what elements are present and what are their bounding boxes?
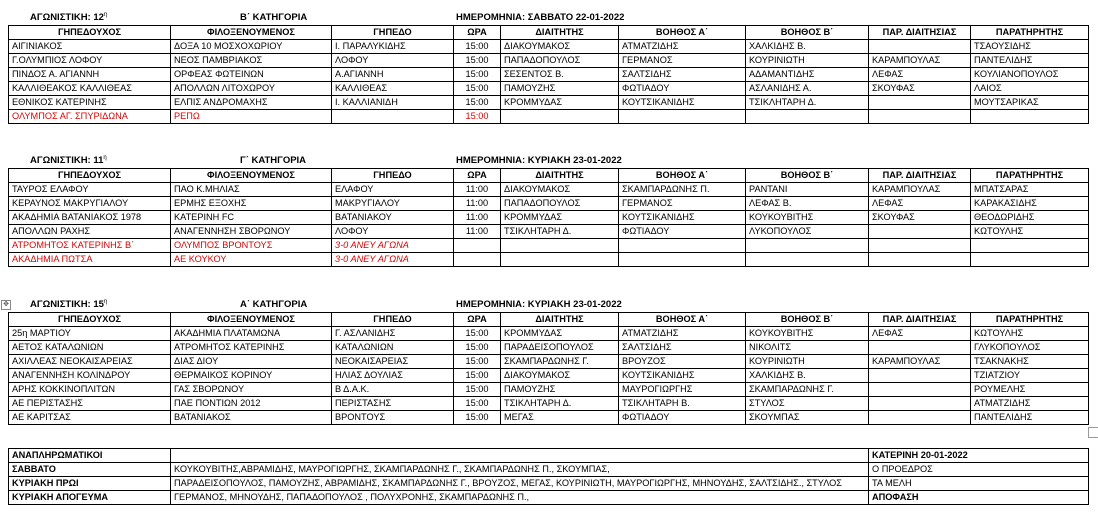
table-cell: ΜΠΑΤΣΑΡΑΣ (971, 183, 1089, 197)
column-header: ΓΗΠΕΔΟ (332, 313, 454, 327)
table-cell: Α.ΑΓΙΑΝΝΗ (332, 68, 454, 82)
table-cell: 15:00 (454, 110, 501, 124)
table-cell: ΔΙΑΚΟΥΜΑΚΟΣ (501, 40, 619, 54)
table-cell: ΓΑΣ ΣΒΟΡΩΝΟΥ (171, 383, 332, 397)
table-row (9, 183, 1089, 197)
table-row (9, 96, 1089, 110)
table-cell: ΣΑΛΤΣΙΔΗΣ (619, 341, 746, 355)
table-cell: ΣΚΟΥΦΑΣ (869, 211, 971, 225)
table-cell: Β Δ.Α.Κ. (332, 383, 454, 397)
table-cell: ΛΕΦΑΣ (869, 197, 971, 211)
table-cell: ΑΠΟΛΛΩΝ ΡΑΧΗΣ (9, 225, 171, 239)
column-header: ΒΟΗΘΟΣ Β΄ (746, 169, 869, 183)
table-cell: ΓΕΡΜΑΝΟΣ (619, 197, 746, 211)
table-cell: ΚΡΟΜΜΥΔΑΣ (501, 327, 619, 341)
column-header: ΠΑΡΑΤΗΡΗΤΗΣ (971, 313, 1089, 327)
table-cell: ΟΛΥΜΠΟΣ ΒΡΟΝΤΟΥΣ (171, 239, 332, 253)
section-title-bar (8, 298, 1088, 312)
table-cell: ΒΑΤΑΝΙΑΚΟΣ (171, 411, 332, 425)
table-cell: ΤΣΑΚΝΑΚΗΣ (971, 355, 1089, 369)
table-row (9, 397, 1089, 411)
table-cell (501, 110, 619, 124)
fixtures-table (8, 312, 1089, 425)
table-cell (454, 253, 501, 267)
table-cell: ΑΚΑΔΗΜΙΑ ΒΑΤΑΝΙΑΚΟΣ 1978 (9, 211, 171, 225)
substitutes-row (9, 449, 1089, 463)
table-cell: ΛΕΦΑΣ (869, 327, 971, 341)
table-cell: ΚΟΥΛΙΑΝΟΠΟΥΛΟΣ (971, 68, 1089, 82)
table-cell: ΠΑΠΑΔΟΠΟΥΛΟΣ (501, 197, 619, 211)
signature-cell: ΑΠΟΦΑΣΗ (869, 491, 1089, 505)
table-cell (869, 110, 971, 124)
table-cell (746, 110, 869, 124)
table-cell: ΑΡΗΣ ΚΟΚΚΙΝΟΠΛΙΤΩΝ (9, 383, 171, 397)
table-cell: ΝΕΟΣ ΠΑΜΒΡΙΑΚΟΣ (171, 54, 332, 68)
table-cell: ΚΑΡΑΜΠΟΥΛΑΣ (869, 54, 971, 68)
table-cell: ΚΕΡΑΥΝΟΣ ΜΑΚΡΥΓΙΑΛΟΥ (9, 197, 171, 211)
table-cell: ΔΟΞΑ 10 ΜΟΣΧΟΧΩΡΙΟΥ (171, 40, 332, 54)
table-row (9, 355, 1089, 369)
table-cell: ΑΠΟΛΛΩΝ ΛΙΤΟΧΩΡΟΥ (171, 82, 332, 96)
table-cell: ΕΡΜΗΣ ΕΞΟΧΗΣ (171, 197, 332, 211)
signature-cell: Ο ΠΡΟΕΔΡΟΣ (869, 463, 1089, 477)
table-cell: 15:00 (454, 355, 501, 369)
table-cell: ΚΑΡΑΜΠΟΥΛΑΣ (869, 183, 971, 197)
table-cell: ΓΕΡΜΑΝΟΣ (619, 54, 746, 68)
table-cell (971, 253, 1089, 267)
table-cell: ΠΑΝΤΕΛΙΔΗΣ (971, 411, 1089, 425)
substitutes-row (9, 477, 1089, 491)
table-cell (869, 397, 971, 411)
table-cell: ΑΔΑΜΑΝΤΙΔΗΣ (746, 68, 869, 82)
table-cell: ΠΑΜΟΥΖΗΣ (501, 383, 619, 397)
table-cell: ΚΑΛΛΙΘΕΑΣ (332, 82, 454, 96)
table-cell: ΚΡΟΜΜΥΔΑΣ (501, 96, 619, 110)
table-cell (619, 110, 746, 124)
table-cell: ΚΡΟΜΜΥΔΑΣ (501, 211, 619, 225)
table-row (9, 383, 1089, 397)
table-cell: ΠΑΕ ΠΟΝΤΙΩΝ 2012 (171, 397, 332, 411)
table-cell: ΑΙΓΙΝΙΑΚΟΣ (9, 40, 171, 54)
column-header: ΩΡΑ (454, 26, 501, 40)
table-cell: Ι. ΚΑΛΛΙΑΝΙΔΗ (332, 96, 454, 110)
table-cell: ΜΑΥΡΟΓΙΩΡΓΗΣ (619, 383, 746, 397)
matchday-text: ΑΓΩΝΙΣΤΙΚΗ: 11 (30, 155, 104, 167)
table-cell: ΒΡΟΝΤΟΥΣ (332, 411, 454, 425)
table-cell: 15:00 (454, 397, 501, 411)
date-label: ΗΜΕΡΟΜΗΝΙΑ: ΚΥΡΙΑΚΗ 23-01-2022 (456, 299, 622, 310)
table-cell: ΚΑΤΑΛΩΝΙΩΝ (332, 341, 454, 355)
table-cell: ΓΛΥΚΟΠΟΥΛΟΣ (971, 341, 1089, 355)
matchday-suffix: η (103, 155, 107, 161)
table-cell: ΚΩΤΟΥΛΗΣ (971, 225, 1089, 239)
table-cell: ΣΕΣΕΝΤΟΣ Β. (501, 68, 619, 82)
table-cell: ΑΤΜΑΤΖΙΔΗΣ (619, 327, 746, 341)
table-cell: ΦΩΤΙΑΔΟΥ (619, 411, 746, 425)
column-header: ΓΗΠΕΔΟ (332, 169, 454, 183)
table-cell: ΑΝΑΓΕΝΝΗΣΗ ΣΒΟΡΩΝΟΥ (171, 225, 332, 239)
table-header-row (9, 169, 1089, 183)
table-cell: ΑΝΑΓΕΝΝΗΣΗ ΚΟΛΙΝΔΡΟΥ (9, 369, 171, 383)
table-cell: ΤΣΙΚΛΗΤΑΡΗ Δ. (501, 397, 619, 411)
table-cell: ΑΕΤΟΣ ΚΑΤΑΛΩΝΙΩΝ (9, 341, 171, 355)
table-cell: ΜΑΚΡΥΓΙΑΛΟΥ (332, 197, 454, 211)
table-cell: ΛΟΦΟΥ (332, 54, 454, 68)
table-cell: ΒΡΟΥΖΟΣ (619, 355, 746, 369)
table-cell: 15:00 (454, 383, 501, 397)
table-cell: ΠΑΠΑΔΟΠΟΥΛΟΣ (501, 54, 619, 68)
matchday-suffix: η (103, 299, 108, 305)
table-row (9, 369, 1089, 383)
matchday-label (30, 12, 107, 23)
table-cell: ΑΕ ΚΑΡΙΤΣΑΣ (9, 411, 171, 425)
signature-cell: ΚΑΤΕΡΙΝΗ 20-01-2022 (869, 449, 1089, 463)
table-cell: ΡΟΥΜΕΛΗΣ (971, 383, 1089, 397)
table-cell: 15:00 (454, 40, 501, 54)
table-cell (869, 411, 971, 425)
table-cell: ΑΤΜΑΤΖΙΔΗΣ (619, 40, 746, 54)
table-cell: 3-0 ΑΝΕΥ ΑΓΩΝΑ (332, 253, 454, 267)
table-cell: ΑΤΜΑΤΖΙΔΗΣ (971, 397, 1089, 411)
table-cell (501, 239, 619, 253)
table-cell: 11:00 (454, 183, 501, 197)
table-cell: ΒΑΤΑΝΙΑΚΟΥ (332, 211, 454, 225)
table-cell: ΣΚΑΜΠΑΡΔΩΝΗΣ Γ. (746, 383, 869, 397)
table-cell (869, 96, 971, 110)
substitutes-names: ΚΟΥΚΟΥΒΙΤΗΣ,ΑΒΡΑΜΙΔΗΣ, ΜΑΥΡΟΓΙΩΡΓΗΣ, ΣΚΑΜΠΑΡΔΩΝΗΣ Γ., ΣΚΑΜΠΑΡΔΩΝΗΣ Π., ΣΚΟΥΜΠΑΣ, (171, 463, 869, 477)
table-cell: Ι. ΠΑΡΑΛΥΚΙΔΗΣ (332, 40, 454, 54)
table-move-handle-icon[interactable]: ✥ (1, 300, 11, 310)
table-row (9, 68, 1089, 82)
table-cell: ΤΣΙΚΛΗΤΑΡΗ Δ. (746, 96, 869, 110)
table-cell: 15:00 (454, 327, 501, 341)
table-cell: ΚΑΛΛΙΘΕΑΚΟΣ ΚΑΛΛΙΘΕΑΣ (9, 82, 171, 96)
table-cell: ΚΟΥΚΟΥΒΙΤΗΣ (746, 327, 869, 341)
table-cell (454, 239, 501, 253)
table-cell: Γ.ΟΛΥΜΠΙΟΣ ΛΟΦΟΥ (9, 54, 171, 68)
table-cell: ΦΩΤΙΑΔΟΥ (619, 82, 746, 96)
table-row (9, 253, 1089, 267)
table-cell: 15:00 (454, 96, 501, 110)
table-cell (869, 383, 971, 397)
table-cell: ΛΥΚΟΠΟΥΛΟΣ (746, 225, 869, 239)
table-cell: ΛΑΙΟΣ (971, 82, 1089, 96)
table-cell (746, 239, 869, 253)
table-cell: ΑΧΙΛΛΕΑΣ ΝΕΟΚΑΙΣΑΡΕΙΑΣ (9, 355, 171, 369)
table-cell: ΑΚΑΔΗΜΙΑ ΠΛΑΤΑΜΩΝΑ (171, 327, 332, 341)
table-cell: ΤΑΥΡΟΣ ΕΛΑΦΟΥ (9, 183, 171, 197)
table-cell: ΚΑΡΑΜΠΟΥΛΑΣ (869, 355, 971, 369)
table-cell: ΑΕ ΚΟΥΚΟΥ (171, 253, 332, 267)
table-row (9, 211, 1089, 225)
fixture-section (8, 154, 1088, 267)
table-row (9, 40, 1089, 54)
table-cell: ΣΚΑΜΠΑΡΔΩΝΗΣ Π. (619, 183, 746, 197)
table-cell: ΚΟΥΡΙΝΙΩΤΗ (746, 355, 869, 369)
table-cell (869, 225, 971, 239)
column-header: ΦΙΛΟΞΕΝΟΥΜΕΝΟΣ (171, 26, 332, 40)
matchday-suffix: η (103, 12, 108, 18)
table-cell: ΔΙΑΣ ΔΙΟΥ (171, 355, 332, 369)
fixtures-table (8, 25, 1089, 124)
substitutes-label: ΚΥΡΙΑΚΗ ΑΠΟΓΕΥΜΑ (9, 491, 171, 505)
table-cell: ΔΙΑΚΟΥΜΑΚΟΣ (501, 183, 619, 197)
fixtures-table (8, 168, 1089, 267)
matchday-text: ΑΓΩΝΙΣΤΙΚΗ: 15 (30, 299, 104, 311)
table-cell: ΠΙΝΔΟΣ Α. ΑΓΙΑΝΝΗ (9, 68, 171, 82)
matchday-text: ΑΓΩΝΙΣΤΙΚΗ: 12 (30, 12, 104, 24)
table-cell: ΣΤΥΛΟΣ (746, 397, 869, 411)
table-cell: 15:00 (454, 341, 501, 355)
table-cell (501, 253, 619, 267)
substitutes-label: ΣΑΒΒΑΤΟ (9, 463, 171, 477)
table-cell: ΕΛΑΦΟΥ (332, 183, 454, 197)
table-cell: 15:00 (454, 54, 501, 68)
table-cell (869, 40, 971, 54)
table-row (9, 327, 1089, 341)
table-cell: ΠΑΡΑΔΕΙΣΟΠΟΥΛΟΣ (501, 341, 619, 355)
table-cell: ΚΟΥΤΣΙΚΑΝΙΔΗΣ (619, 211, 746, 225)
table-cell (869, 253, 971, 267)
table-cell: ΕΘΝΙΚΟΣ ΚΑΤΕΡΙΝΗΣ (9, 96, 171, 110)
category-label: Α΄ ΚΑΤΗΓΟΡΙΑ (240, 299, 308, 310)
table-cell: ΚΟΥΡΙΝΙΩΤΗ (746, 54, 869, 68)
table-cell: 15:00 (454, 82, 501, 96)
table-cell: ΕΛΠΙΣ ΑΝΔΡΟΜΑΧΗΣ (171, 96, 332, 110)
column-header: ΔΙΑΙΤΗΤΗΣ (501, 169, 619, 183)
substitutes-names: ΠΑΡΑΔΕΙΣΟΠΟΥΛΟΣ, ΠΑΜΟΥΖΗΣ, ΑΒΡΑΜΙΔΗΣ, ΣΚΑΜΠΑΡΔΩΝΗΣ Γ., ΒΡΟΥΖΟΣ, ΜΕΓΑΣ, ΚΟΥΡΙΝΙΩΤΗ, ΜΑΥΡΟΓΙΩΡΓΗΣ, ΜΗΝΟΥΔΗΣ, ΣΑΛΤΣΙΔΗΣ., ΣΤΥΛΟΣ (171, 477, 869, 491)
table-cell (619, 253, 746, 267)
section-title-bar (8, 11, 1088, 25)
table-cell: ΛΕΦΑΣ Β. (746, 197, 869, 211)
table-cell: ΤΣΙΚΛΗΤΑΡΗ Δ. (501, 225, 619, 239)
table-cell: ΑΤΡΟΜΗΤΟΣ ΚΑΤΕΡΙΝΗΣ (171, 341, 332, 355)
substitutes-label: ΚΥΡΙΑΚΗ ΠΡΩΙ (9, 477, 171, 491)
table-cell: ΛΟΦΟΥ (332, 225, 454, 239)
table-cell: ΘΕΟΔΩΡΙΔΗΣ (971, 211, 1089, 225)
table-cell: ΧΑΛΚΙΔΗΣ Β. (746, 40, 869, 54)
table-row (9, 82, 1089, 96)
table-cell: 3-0 ΑΝΕΥ ΑΓΩΝΑ (332, 239, 454, 253)
table-cell: ΚΟΥΤΣΙΚΑΝΙΔΗΣ (619, 96, 746, 110)
table-header-row (9, 313, 1089, 327)
table-cell (619, 239, 746, 253)
table-cell: ΟΛΥΜΠΟΣ ΑΓ. ΣΠΥΡΙΔΩΝΑ (9, 110, 171, 124)
table-cell: ΠΑΝΤΕΛΙΔΗΣ (971, 54, 1089, 68)
column-header: ΩΡΑ (454, 313, 501, 327)
column-header: ΔΙΑΙΤΗΤΗΣ (501, 26, 619, 40)
table-cell (869, 341, 971, 355)
table-cell: ΘΕΡΜΑΙΚΟΣ ΚΟΡΙΝΟΥ (171, 369, 332, 383)
substitutes-label: ΑΝΑΠΛΗΡΩΜΑΤΙΚΟΙ (9, 449, 171, 463)
substitutes-names: ΓΕΡΜΑΝΟΣ, ΜΗΝΟΥΔΗΣ, ΠΑΠΑΔΟΠΟΥΛΟΣ , ΠΟΛΥΧΡΟΝΗΣ, ΣΚΑΜΠΑΡΔΩΝΗΣ Π., (171, 491, 869, 505)
column-header: ΒΟΗΘΟΣ Β΄ (746, 26, 869, 40)
column-header: ΠΑΡΑΤΗΡΗΤΗΣ (971, 26, 1089, 40)
table-cell: ΧΑΛΚΙΔΗΣ Β. (746, 369, 869, 383)
table-cell: 25η ΜΑΡΤΙΟΥ (9, 327, 171, 341)
table-cell: ΑΤΡΟΜΗΤΟΣ ΚΑΤΕΡΙΝΗΣ Β΄ (9, 239, 171, 253)
substitutes-row (9, 491, 1089, 505)
table-cell (869, 369, 971, 383)
table-resize-handle-icon[interactable] (1088, 427, 1098, 438)
column-header: ΦΙΛΟΞΕΝΟΥΜΕΝΟΣ (171, 313, 332, 327)
table-cell: 15:00 (454, 369, 501, 383)
substitutes-names (171, 449, 869, 463)
table-cell (869, 239, 971, 253)
table-cell (746, 253, 869, 267)
table-cell: ΑΚΑΔΗΜΙΑ ΠΩΤΣΑ (9, 253, 171, 267)
column-header: ΠΑΡΑΤΗΡΗΤΗΣ (971, 169, 1089, 183)
matchday-label (30, 299, 107, 310)
table-cell: ΣΚΟΥΜΠΑΣ (746, 411, 869, 425)
table-cell: ΚΑΤΕΡΙΝΗ FC (171, 211, 332, 225)
column-header: ΦΙΛΟΞΕΝΟΥΜΕΝΟΣ (171, 169, 332, 183)
table-row (9, 110, 1089, 124)
category-label: Β΄ ΚΑΤΗΓΟΡΙΑ (240, 12, 308, 23)
matchday-label (30, 155, 107, 166)
table-cell: ΑΕ ΠΕΡΙΣΤΑΣΗΣ (9, 397, 171, 411)
table-cell: ΠΑΜΟΥΖΗΣ (501, 82, 619, 96)
substitutes-row (9, 463, 1089, 477)
category-label: Γ΄ ΚΑΤΗΓΟΡΙΑ (240, 155, 307, 166)
table-cell (971, 110, 1089, 124)
table-cell: ΡΑΝΤΑΝΙ (746, 183, 869, 197)
table-cell: ΣΚΟΥΦΑΣ (869, 82, 971, 96)
section-title-bar (8, 154, 1088, 168)
table-cell: ΚΟΥΤΣΙΚΑΝΙΔΗΣ (619, 369, 746, 383)
column-header: ΓΗΠΕΔΟΥΧΟΣ (9, 313, 171, 327)
table-cell: ΗΛΙΑΣ ΔΟΥΛΙΑΣ (332, 369, 454, 383)
column-header: ΠΑΡ. ΔΙΑΙΤΗΣΙΑΣ (869, 313, 971, 327)
table-cell: ΦΩΤΙΑΔΟΥ (619, 225, 746, 239)
table-cell: ΜΕΓΑΣ (501, 411, 619, 425)
fixture-section (8, 298, 1088, 425)
table-cell: ΤΣΙΚΛΗΤΑΡΗ Β. (619, 397, 746, 411)
table-cell (971, 239, 1089, 253)
table-cell: ΚΑΡΑΚΑΣΙΔΗΣ (971, 197, 1089, 211)
column-header: ΒΟΗΘΟΣ Α΄ (619, 26, 746, 40)
date-label: ΗΜΕΡΟΜΗΝΙΑ: ΣΑΒΒΑΤΟ 22-01-2022 (456, 12, 625, 23)
table-row (9, 197, 1089, 211)
table-row (9, 411, 1089, 425)
table-cell: ΔΙΑΚΟΥΜΑΚΟΣ (501, 369, 619, 383)
column-header: ΔΙΑΙΤΗΤΗΣ (501, 313, 619, 327)
table-cell: ΤΣΑΟΥΣΙΔΗΣ (971, 40, 1089, 54)
table-cell: ΜΟΥΤΣΑΡΙΚΑΣ (971, 96, 1089, 110)
table-row (9, 225, 1089, 239)
substitutes-table (8, 448, 1089, 505)
table-cell: ΡΕΠΩ (171, 110, 332, 124)
table-cell: 11:00 (454, 211, 501, 225)
fixture-section (8, 11, 1088, 124)
table-cell (332, 110, 454, 124)
column-header: ΓΗΠΕΔΟΥΧΟΣ (9, 169, 171, 183)
date-label: ΗΜΕΡΟΜΗΝΙΑ: ΚΥΡΙΑΚΗ 23-01-2022 (456, 155, 622, 166)
column-header: ΒΟΗΘΟΣ Α΄ (619, 169, 746, 183)
table-cell: ΑΣΛΑΝΙΔΗΣ Α. (746, 82, 869, 96)
table-cell: ΝΕΟΚΑΙΣΑΡΕΙΑΣ (332, 355, 454, 369)
table-cell: ΟΡΦΕΑΣ ΦΩΤΕΙΝΩΝ (171, 68, 332, 82)
table-cell: 11:00 (454, 225, 501, 239)
table-row (9, 239, 1089, 253)
table-cell: 11:00 (454, 197, 501, 211)
table-header-row (9, 26, 1089, 40)
column-header: ΓΗΠΕΔΟΥΧΟΣ (9, 26, 171, 40)
column-header: ΒΟΗΘΟΣ Α΄ (619, 313, 746, 327)
table-cell: ΚΟΥΚΟΥΒΙΤΗΣ (746, 211, 869, 225)
table-cell: ΚΩΤΟΥΛΗΣ (971, 327, 1089, 341)
table-cell: ΤΖΙΑΤΖΙΟΥ (971, 369, 1089, 383)
table-cell: 15:00 (454, 411, 501, 425)
table-cell: ΠΑΟ Κ.ΜΗΛΙΑΣ (171, 183, 332, 197)
table-cell: Γ. ΑΣΛΑΝΙΔΗΣ (332, 327, 454, 341)
substitutes-section (8, 448, 1088, 505)
column-header: ΩΡΑ (454, 169, 501, 183)
table-cell: 15:00 (454, 68, 501, 82)
table-row (9, 54, 1089, 68)
table-cell: ΣΑΛΤΣΙΔΗΣ (619, 68, 746, 82)
column-header: ΓΗΠΕΔΟ (332, 26, 454, 40)
column-header: ΒΟΗΘΟΣ Β΄ (746, 313, 869, 327)
signature-cell: ΤΑ ΜΕΛΗ (869, 477, 1089, 491)
column-header: ΠΑΡ. ΔΙΑΙΤΗΣΙΑΣ (869, 169, 971, 183)
table-cell: ΠΕΡΙΣΤΑΣΗΣ (332, 397, 454, 411)
table-cell: ΝΙΚΟΛΙΤΣ (746, 341, 869, 355)
column-header: ΠΑΡ. ΔΙΑΙΤΗΣΙΑΣ (869, 26, 971, 40)
table-cell: ΣΚΑΜΠΑΡΔΩΝΗΣ Γ. (501, 355, 619, 369)
table-row (9, 341, 1089, 355)
table-cell: ΛΕΦΑΣ (869, 68, 971, 82)
